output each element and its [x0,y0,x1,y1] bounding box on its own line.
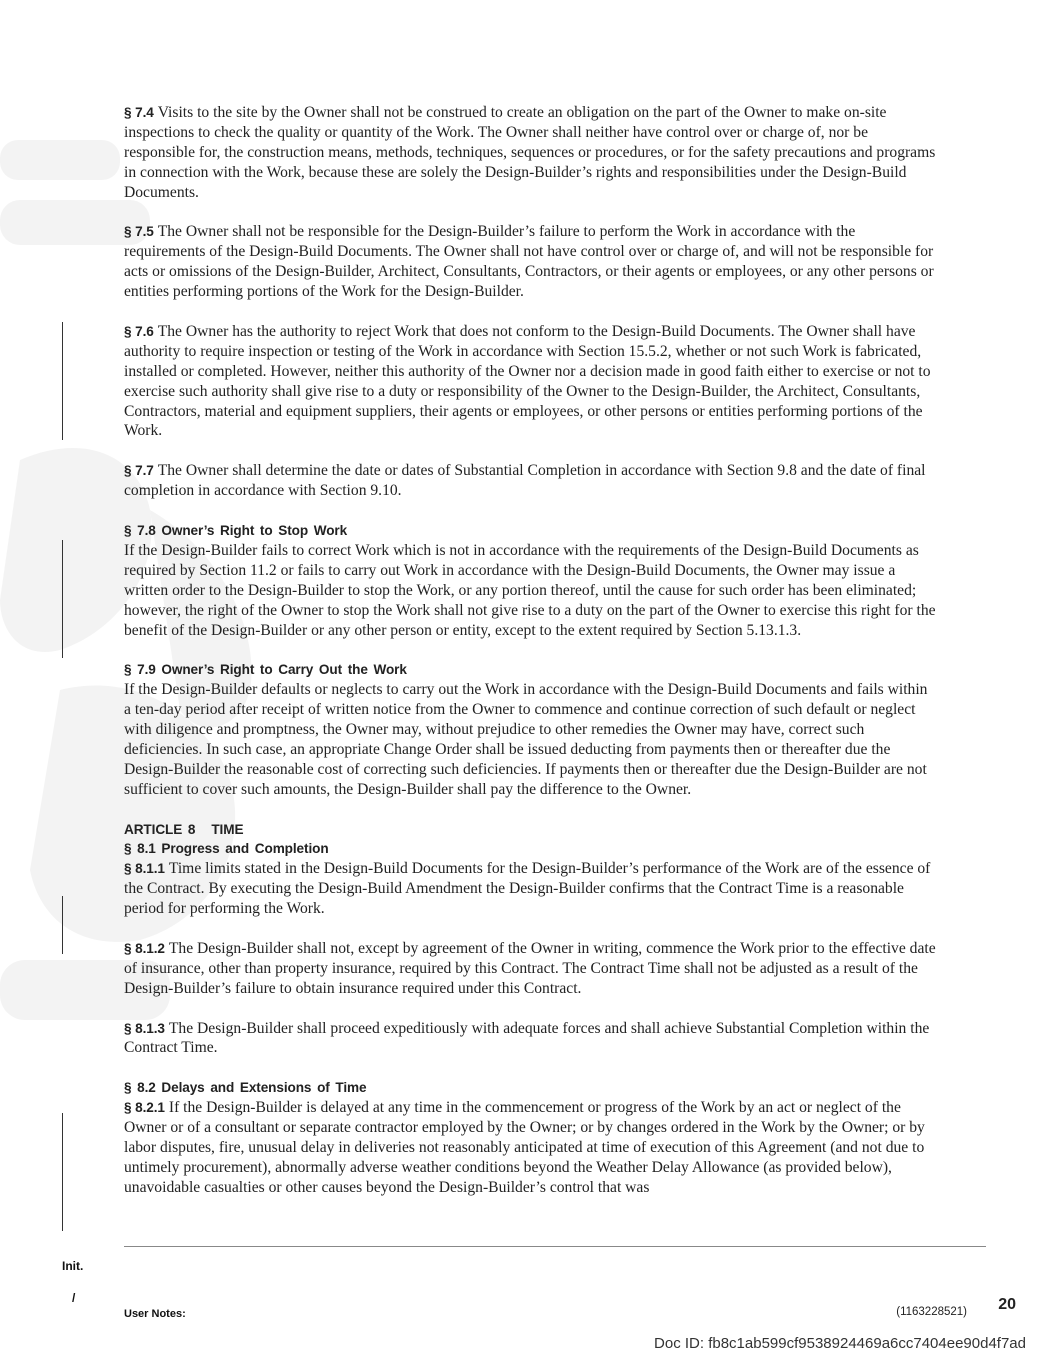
paragraph-text: The Owner shall determine the date or dates of Substantial Completion in accordance with Section 9.8 and the date of final completion in accordance with Section 9.10. [124,462,926,500]
paragraph-8-1-3 [124,1019,936,1059]
section-heading: § 8.1 Progress and Completion [124,841,329,857]
article-heading [124,820,936,840]
section-heading: § 8.2 Delays and Extensions of Time [124,1080,367,1096]
revision-bar [62,322,63,440]
doc-id: Doc ID: fb8c1ab599cf9538924469a6cc7404ee90d4f7ad [654,1335,1026,1352]
paragraph-7-8 [124,521,936,640]
paragraph-text: The Owner shall not be responsible for the Design-Builder’s failure to perform the Work in accordance with the requirements of the Design-Build Documents. The Owner shall not have control over or charge of, and will not be responsible for acts or omissions of the Design-Builder, Architect, Consultants, Contractors, or their agents or employees, or any other persons or entities performing portions of the Work for the Design-Builder. [124,223,934,301]
page-number: 20 [998,1296,1016,1313]
section-number: § 8.2.1 [124,1100,165,1116]
paragraph-text: The Design-Builder shall proceed expeditiously with adequate forces and shall achieve Substantial Completion within the Contract Time. [124,1019,930,1057]
footer-divider [124,1246,986,1247]
article-8-block [124,820,936,920]
paragraph-text: The Design-Builder shall not, except by agreement of the Owner in writing, commence the Work prior to the effective date of insurance, other than property insurance, required by this Contract. The Contract Time shall not be adjusted as a result of the Design-Builder’s failure to obtain insurance required under this Contract. [124,939,936,997]
section-number: § 7.4 [124,105,154,120]
section-number: § 7.7 [124,463,154,479]
paragraph-7-7 [124,461,936,501]
section-heading: § 7.9 Owner’s Right to Carry Out the Work [124,662,407,678]
section-number: § 8.1.2 [124,940,165,956]
initials-label: Init. [62,1259,84,1273]
revision-bar [62,1113,63,1231]
section-heading: § 7.8 Owner’s Right to Stop Work [124,522,348,538]
initials-slash: / [72,1291,76,1305]
paragraph-7-4 [124,103,936,203]
paragraph-text: The Owner has the authority to reject Work that does not conform to the Design-Build Documents. The Owner shall have authority to require inspection or testing of the Work in accordance with Section 15.5.2, whether or not such Work is fabricated, installed or completed. However, neither this authority of the Owner nor a decision made in good faith either to exercise or not to exercise such authority shall give rise to a duty or responsibility of the Owner to the Design-Builder, the Architect, Consultants, Contractors, material and equipment suppliers, their agents or employees, or other persons or entities performing portions of the Work. [124,322,931,440]
section-number: § 8.1.3 [124,1020,165,1036]
paragraph-8-1-2 [124,939,936,999]
section-number: § 7.6 [124,323,154,339]
contract-id: (1163228521) [896,1306,967,1318]
revision-bar [62,540,63,658]
paragraph-text: If the Design-Builder defaults or neglects to carry out the Work in accordance with the Design-Build Documents and fails within a ten-day period after receipt of written notice from the Owner to commence and continue correction of such default or neglect with diligence and promptness, the Owner may, without prejudice to other remedies the Owner may have, correct such deficiencies. In such case, an appropriate Change Order shall be issued deducting from payments then or thereafter due the Design-Builder the reasonable cost of correcting such deficiencies. If payments then or thereafter due the Design-Builder are not sufficient to cover such amounts, the Design-Builder shall pay the difference to the Owner. [124,681,928,798]
paragraph-7-5 [124,222,936,302]
article-label: ARTICLE 8 [124,821,196,837]
revision-bar [62,896,63,954]
section-number: § 7.5 [124,224,154,240]
paragraph-8-2 [124,1078,936,1197]
article-title: TIME [211,821,244,837]
paragraph-text: Visits to the site by the Owner shall not be construed to create an obligation on the part of the Owner to make on-site inspections to check the quality or quantity of the Work. The Owner shall neither have control over or charge of, nor be responsible for, the construction means, methods, techniques, sequences or procedures, or for the safety precautions and programs in connection with the Work, because these are solely the Design-Builder’s rights and responsibilities under the Design-Build Documents. [124,104,936,201]
document-body [124,103,936,1198]
paragraph-7-6 [124,322,936,441]
user-notes-label: User Notes: [124,1308,186,1320]
paragraph-text: Time limits stated in the Design-Build Documents for the Design-Builder’s performance of the Work are of the essence of the Contract. By executing the Design-Build Amendment the Design-Builder confirms that the Contract Time is a reasonable period for performing the Work. [124,860,931,918]
section-number: § 8.1.1 [124,861,165,877]
paragraph-text: If the Design-Builder fails to correct Work which is not in accordance with the requirements of the Design-Build Documents as required by Section 11.2 or fails to carry out Work in accordance with the Design-Build Documents, the Owner may issue a written order to the Design-Builder to stop the Work, or any portion thereof, until the cause for such order has been eliminated; however, the right of the Owner to stop the Work shall not give rise to a duty on the part of the Owner to exercise this right for the benefit of the Design-Builder or any other person or entity, except to the extent required by Section 5.13.1.3. [124,541,936,639]
paragraph-text: If the Design-Builder is delayed at any time in the commencement or progress of the Work by an act or neglect of the Owner or of a consultant or separate contractor employed by the Owner; or by changes ordered in the Work by the Owner; or by labor disputes, fire, unusual delay in deliveries not reasonably anticipated at time of execution of this Agreement (and not due to untimely procurement), abnormally adverse weather conditions beyond the Weather Delay Allowance (as provided below), unavoidable casualties or other causes beyond the Design-Builder’s control that was [124,1099,925,1196]
paragraph-7-9 [124,660,936,799]
